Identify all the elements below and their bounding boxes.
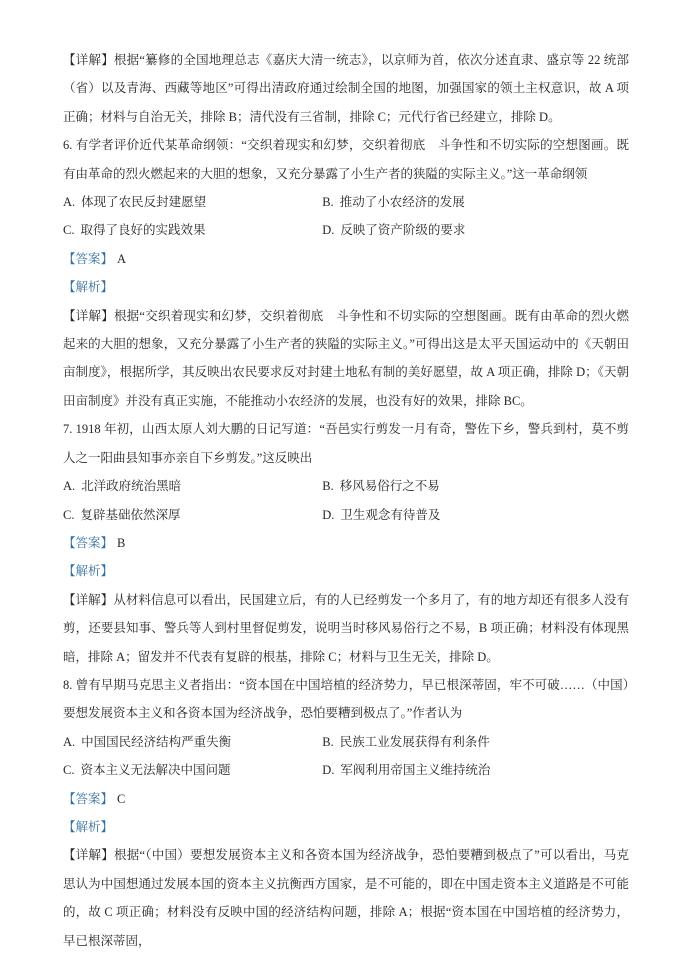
answer-label: 【答案】 — [63, 791, 114, 806]
option-text: 体现了农民反封建愿望 — [81, 195, 207, 210]
question-6-options — [63, 188, 629, 245]
option-text: 资本主义无法解决中国问题 — [80, 763, 231, 778]
question-7-stem: 7. 1918 年初，山西太原人刘大鹏的日记写道：“吾邑实行剪发一月有奇，警佐下乡，警兵到村，莫不剪人之一阳曲县知事亦亲自下乡剪发。”这反映出 — [63, 422, 629, 465]
question-6-explanation: 【详解】根据“交织着现实和幻梦，交织着彻底 斗争性和不切实际的空想图画。既有由革命的烈火燃起来的大胆的想象，又充分暴露了小生产者的狭隘的实际主义。”可得出这是太平天国运动中的《天朝田亩制度》，根据所学，其反映出农民要求反对封建土地私有制的美好愿望，故 A 项正确，排除 D；《天朝田亩制度》并没有真正实施，不能推动小农经济的发展，也没有好的效果，排除 BC。 — [63, 308, 629, 408]
option-letter: A. — [63, 195, 76, 210]
question-7-option-a — [63, 472, 322, 500]
option-text: 取得了良好的实践效果 — [80, 223, 206, 238]
question-8-option-d — [322, 756, 629, 784]
answer-label: 【答案】 — [63, 535, 114, 550]
question-6 — [63, 131, 629, 415]
option-text: 卫生观念有待普及 — [340, 507, 441, 522]
question-8-option-c — [63, 756, 322, 784]
question-6-option-c — [63, 216, 322, 244]
question-6-option-a — [63, 188, 322, 216]
option-letter: B. — [322, 734, 334, 749]
question-8-options — [63, 728, 629, 785]
question-8-option-a — [63, 728, 322, 756]
option-letter: D. — [322, 507, 335, 522]
question-8-analysis-label: 【解析】 — [63, 819, 114, 834]
question-7-option-b — [322, 472, 629, 500]
question-7-option-d — [322, 501, 629, 529]
question-7-options — [63, 472, 629, 529]
question-7 — [63, 415, 629, 671]
option-text: 军阀利用帝国主义维持统治 — [340, 763, 491, 778]
question-8-option-b — [322, 728, 629, 756]
question-7-analysis-label: 【解析】 — [63, 564, 114, 579]
option-text: 北洋政府统治黑暗 — [81, 479, 182, 494]
explanation-continuation: 【详解】根据“纂修的全国地理总志《嘉庆大清一统志》，以京师为首，依次分述直隶、盛京等 22 统部（省）以及青海、西藏等地区”可得出清政府通过绘制全国的地图，加强国家的领土主权意识，故 A 项正确；材料与自治无关，排除 B；清代没有三省制，排除 C；元代行省已经建立，排除 D。 — [63, 53, 629, 124]
question-8-explanation: 【详解】根据“（中国）要想发展资本主义和各资本国为经济战争，恐怕要糟到极点了”可以看出，马克思认为中国想通过发展本国的资本主义抗衡西方国家，是不可能的，即在中国走资本主义道路是不可能的，故 C 项正确；材料没有反映中国的经济结构问题，排除 A；根据“资本国在中国培植的经济势力，早已根深蒂固， — [63, 848, 629, 948]
option-letter: D. — [322, 763, 335, 778]
option-letter: A. — [63, 734, 76, 749]
answer-value: B — [117, 535, 126, 550]
question-6-analysis-label: 【解析】 — [63, 280, 114, 295]
question-8-answer-line — [63, 785, 629, 813]
option-letter: C. — [63, 507, 75, 522]
option-text: 推动了小农经济的发展 — [339, 195, 465, 210]
question-7-option-c — [63, 501, 322, 529]
option-text: 反映了资产阶级的要求 — [340, 223, 466, 238]
question-7-answer-line — [63, 529, 629, 557]
option-letter: C. — [63, 223, 75, 238]
option-letter: D. — [322, 223, 335, 238]
answer-label: 【答案】 — [63, 251, 114, 266]
question-6-stem: 6. 有学者评价近代某革命纲领：“交织着现实和幻梦，交织着彻底 斗争性和不切实际的空想图画。既有由革命的烈火燃起来的大胆的想象，又充分暴露了小生产者的狭隘的实际主义。”这一革命纲领 — [63, 138, 629, 181]
option-letter: A. — [63, 479, 76, 494]
option-letter: B. — [322, 195, 334, 210]
answer-value: A — [117, 251, 127, 266]
option-text: 民族工业发展获得有利条件 — [339, 734, 490, 749]
answer-value: C — [117, 791, 126, 806]
question-6-answer-line — [63, 245, 629, 273]
question-6-option-d — [322, 216, 629, 244]
question-8 — [63, 671, 629, 955]
option-letter: C. — [63, 763, 75, 778]
question-7-explanation: 【详解】从材料信息可以看出，民国建立后，有的人已经剪发一个多月了，有的地方却还有很多人没有剪，还要县知事、警兵等人到村里督促剪发，说明当时移风易俗行之不易，B 项正确；材料没有体现黑暗，排除 A；留发并不代表有复辟的根基，排除 C；材料与卫生无关，排除 D。 — [63, 592, 629, 664]
question-8-stem: 8. 曾有早期马克思主义者指出：“资本国在中国培植的经济势力，早已根深蒂固，牢不可破……（中国）要想发展资本主义和各资本国为经济战争，恐怕要糟到极点了。”作者认为 — [63, 677, 629, 721]
question-6-option-b — [322, 188, 629, 216]
option-text: 中国国民经济结构严重失衡 — [81, 734, 232, 749]
option-text: 复辟基础依然深厚 — [80, 507, 181, 522]
option-letter: B. — [322, 479, 334, 494]
option-text: 移风易俗行之不易 — [339, 479, 440, 494]
